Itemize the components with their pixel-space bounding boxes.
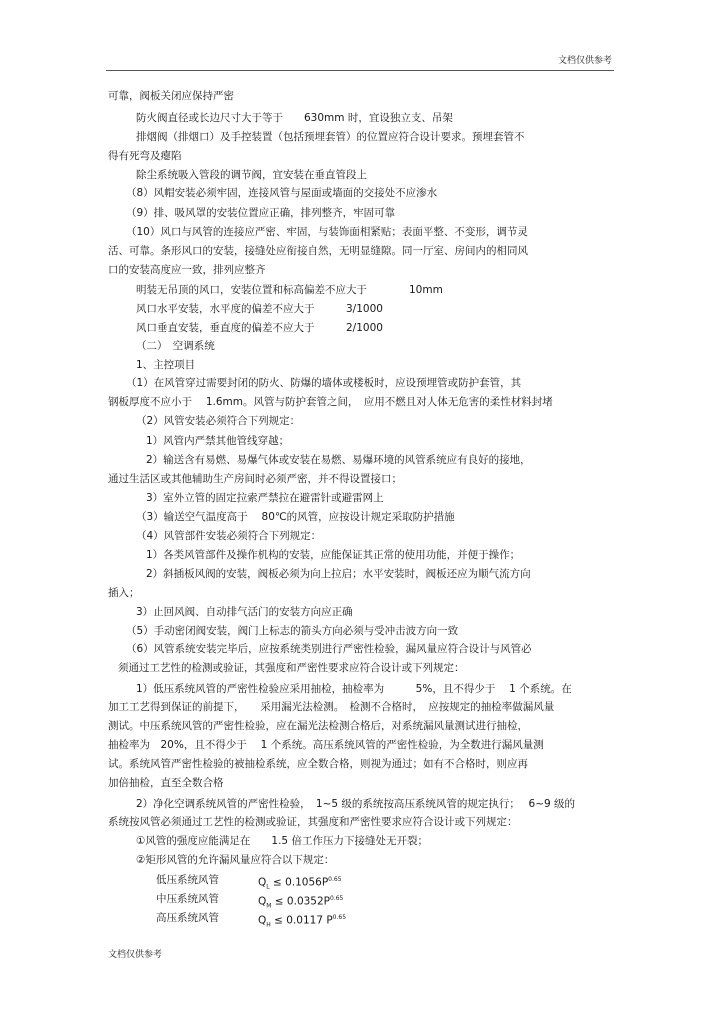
text-line: （3）输送空气温度高于 80℃的风管，应按设计规定采取防护措施 xyxy=(136,511,455,523)
text-line: 2）净化空调系统风管的严密性检验， 1~5 级的系统按高压系统风管的规定执行； 6~9 级的 xyxy=(136,798,576,810)
text-line: 2）输送含有易燃、易爆气体或安装在易燃、易爆环境的风管系统应有良好的接地， xyxy=(146,454,531,466)
text-line: （2）风管安装必须符合下列规定： xyxy=(136,415,301,427)
text-line: 抽检率为 20%，且不得少于 1 个系统。高压系统风管的严密性检验，为全数进行漏风量测 xyxy=(108,739,544,751)
text-line: ①风管的强度应能满足在 1.5 倍工作压力下接缝处无开裂； xyxy=(136,835,428,847)
formula-symbol: Q xyxy=(258,876,267,889)
subsection-heading: 1、主控项目 xyxy=(136,359,196,371)
formula-symbol: Q xyxy=(258,895,267,908)
page-header xyxy=(106,50,614,71)
formula-body: ≤ 0.1056P xyxy=(272,876,329,889)
text-line: 活、可靠。条形风口的安装，接缝处应衔接自然，无明显缝隙。同一厅室、房间内的相同风 xyxy=(108,245,528,257)
text-line: 明装无吊顶的风口，安装位置和标高偏差不应大于 10mm xyxy=(136,284,443,296)
page-footer: 文档仅供参考 xyxy=(108,950,163,960)
text-line: （4）风管部件安装必须符合下列规定： xyxy=(136,530,322,542)
formula-exponent: 0.65 xyxy=(330,895,344,902)
text-line: 排烟阀（排烟口）及手控装置（包括预埋套管）的位置应符合设计要求。预埋套管不 xyxy=(136,131,525,143)
text-line: 风口水平安装，水平度的偏差不应大于 3/1000 xyxy=(136,303,383,315)
formula-subscript: H xyxy=(266,921,271,929)
text-line: 1）各类风管部件及操作机构的安装，应能保证其正常的使用功能，并便于操作； xyxy=(146,549,521,561)
section-heading: （二） 空调系统 xyxy=(136,340,215,352)
text-line: 须通过工艺性的检测或验证，其强度和严密性要求应符合设计或下列规定： xyxy=(118,662,465,674)
text-line: 除尘系统吸入管段的调节阀，宜安装在垂直管段上 xyxy=(136,169,367,181)
formula-label: 高压系统风管 xyxy=(156,912,219,924)
text-line: （10）风口与风管的连接应严密、牢固，与装饰面相紧贴；表面平整、不变形，调节灵 xyxy=(126,226,528,238)
text-line: （6）风管系统安装完毕后，应按系统类别进行严密性检验，漏风量应符合设计与风管必 xyxy=(126,643,532,655)
text-line: 可靠，阀板关闭应保持严密 xyxy=(108,90,234,102)
text-line: （9）排、吸风罩的安装位置应正确，排列整齐，牢固可靠 xyxy=(126,207,396,219)
text-line: 试。系统风管严密性检验的被抽检系统，应全数合格，则视为通过；如有不合格时，则应再 xyxy=(108,758,528,770)
text-line: 3）止回风阀、自动排气活门的安装方向应正确 xyxy=(136,606,353,618)
formula-label: 中压系统风管 xyxy=(156,893,219,905)
text-line: 3）室外立管的固定拉索严禁拉在避雷针或避雷网上 xyxy=(146,492,384,504)
text-line: （5）手动密闭阀安装，阀门上标志的箭头方向必须与受冲击波方向一致 xyxy=(126,625,459,637)
text-line: 口的安装高度应一致，排列应整齐 xyxy=(108,264,266,276)
text-line: 通过生活区或其他辅助生产房间时必须严密，并不得设置接口； xyxy=(108,473,402,485)
text-line: （1）在风管穿过需要封闭的防火、防爆的墙体或楼板时，应设预埋管或防护套管，其 xyxy=(126,377,522,389)
text-line: 插入； xyxy=(108,587,140,599)
formula-expression xyxy=(258,911,346,933)
header-text: 文档仅供参考 xyxy=(557,56,612,66)
formula-label: 低压系统风管 xyxy=(156,874,219,886)
text-line: 防火阀直径或长边尺寸大于等于 630mm 时，宜设独立支、吊架 xyxy=(136,112,453,124)
text-line: ②矩形风管的允许漏风量应符合以下规定： xyxy=(136,854,335,866)
text-line: 1）低压系统风管的严密性检验应采用抽检，抽检率为 5%，且不得少于 1 个系统。在 xyxy=(136,683,572,695)
text-line: 加工工艺得到保证的前提下， 采用漏光法检测。 检测不合格时， 应按规定的抽检率做漏风量 xyxy=(108,701,555,713)
text-line: （8）风帽安装必须牢固，连接风管与屋面或墙面的交接处不应渗水 xyxy=(126,187,438,199)
text-line: 系统按风管必须通过工艺性的检测或验证，其强度和严密性要求应符合设计或下列规定： xyxy=(108,816,518,828)
text-line: 1）风管内严禁其他管线穿越； xyxy=(146,435,290,447)
formula-symbol: Q xyxy=(258,914,267,927)
text-line: 2）斜插板风阀的安装，阀板必须为向上拉启；水平安装时，阀板还应为顺气流方向 xyxy=(146,568,531,580)
formula-exponent: 0.65 xyxy=(328,876,342,883)
text-line: 测试。中压系统风管的严密性检验，应在漏光法检测合格后，对系统漏风量测试进行抽检， xyxy=(108,720,528,732)
text-line: 钢板厚度不应小于 1.6mm。风管与防护套管之间， 应用不燃且对人体无危害的柔性材料封堵 xyxy=(108,396,553,408)
formula-subscript: L xyxy=(266,883,270,891)
text-line: 风口垂直安装，垂直度的偏差不应大于 2/1000 xyxy=(136,322,383,334)
formula-body: ≤ 0.0352P xyxy=(274,895,331,908)
formula-subscript: M xyxy=(266,902,272,910)
formula-body: ≤ 0.0117 P xyxy=(274,914,333,927)
text-line: 加倍抽检，直至全数合格 xyxy=(108,777,224,789)
formula-exponent: 0.65 xyxy=(332,914,347,921)
text-line: 得有死弯及瘪陷 xyxy=(108,150,182,162)
